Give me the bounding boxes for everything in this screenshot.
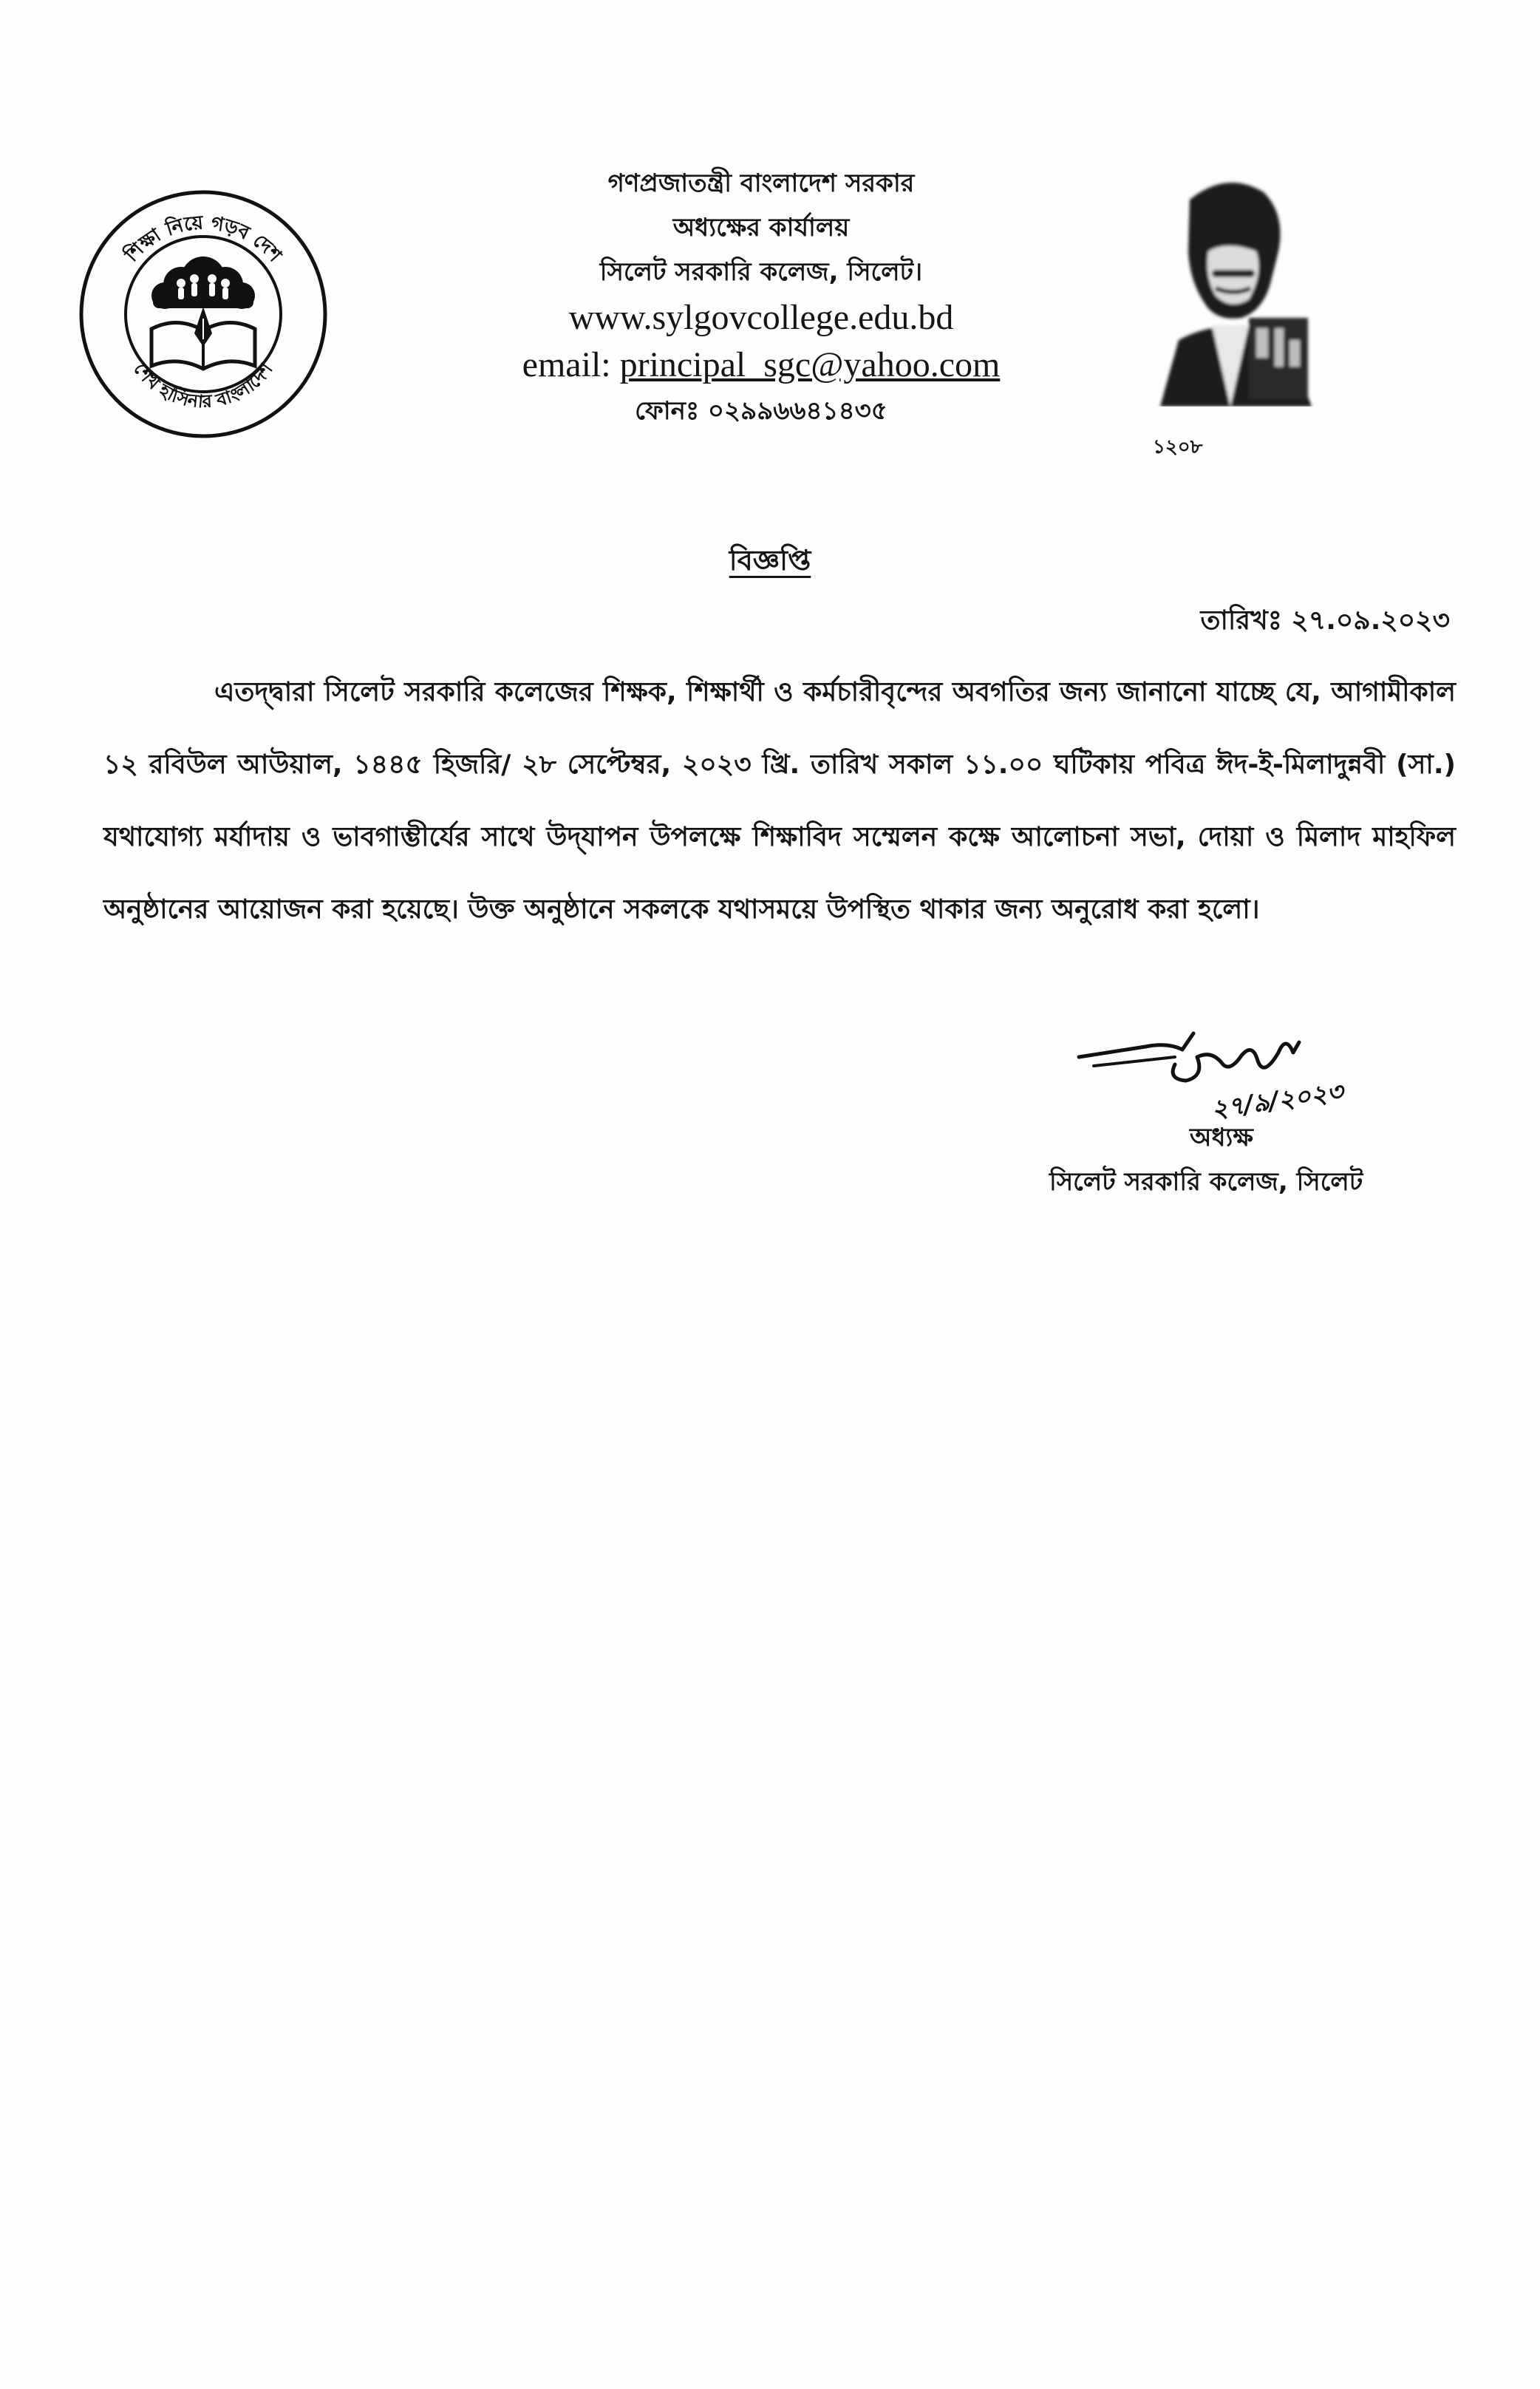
seal-text-bottom: শেখ হাসিনার বাংলাদেশ	[129, 358, 277, 412]
notice-date: তারিখঃ ২৭.০৯.২০২৩	[1200, 605, 1450, 636]
handwritten-signature	[1064, 1020, 1419, 1131]
college-name: সিলেট সরকারি কলেজ, সিলেট।	[599, 257, 923, 287]
website-link[interactable]: www.sylgovcollege.edu.bd	[568, 298, 954, 337]
signatory-title: অধ্যক্ষ	[1190, 1123, 1253, 1152]
letterhead	[414, 161, 1108, 433]
signature-date: ২৭/৯/২০২৩	[1209, 1076, 1346, 1125]
notice-title	[0, 540, 1540, 581]
seal-text-top: শিক্ষা নিয়ে গড়ব দেশ	[120, 211, 286, 267]
notice-body: এতদ্দ্বারা সিলেট সরকারি কলেজের শিক্ষক, শিক্ষার্থী ও কর্মচারীবৃন্দের অবগতির জন্য জানানো যাচ্ছে যে, আগামীকাল ১২ রবিউল আউয়াল, ১৪৪৫ হিজরি/ ২৮ সেপ্টেম্বর, ২০২৩ খ্রি. তারিখ সকাল ১১.০০ ঘটিকায় পবিত্র ঈদ-ই-মিলাদুন্নবী (সা.) যথাযোগ্য মর্যাদায় ও ভাবগাম্ভীর্যের সাথে উদ্‌যাপন উপলক্ষে শিক্ষাবিদ সম্মেলন কক্ষে আলোচনা সভা, দোয়া ও মিলাদ মাহফিল অনুষ্ঠানের আয়োজন করা হয়েছে। উক্ত অনুষ্ঠানে সকলকে যথাসময়ে উপস্থিত থাকার জন্য অনুরোধ করা হলো।	[103, 677, 1456, 925]
email-line	[414, 341, 1108, 389]
portrait-image	[1138, 170, 1315, 407]
notice-title-text: বিজ্ঞপ্তি	[729, 544, 811, 577]
signatory-office: সিলেট সরকারি কলেজ, সিলেট	[1049, 1167, 1363, 1197]
office-name: অধ্যক্ষের কার্যালয়	[672, 213, 850, 242]
government-name: গণপ্রজাতন্ত্রী বাংলাদেশ সরকার	[607, 169, 915, 198]
portrait-caption: ১২০৮	[1153, 436, 1203, 458]
college-seal-logo	[70, 188, 336, 440]
email-link[interactable]: principal_sgc@yahoo.com	[619, 345, 1001, 384]
email-label: email:	[522, 345, 611, 384]
phone-number: ফোনঃ ০২৯৯৬৬৪১৪৩৫	[635, 396, 887, 426]
